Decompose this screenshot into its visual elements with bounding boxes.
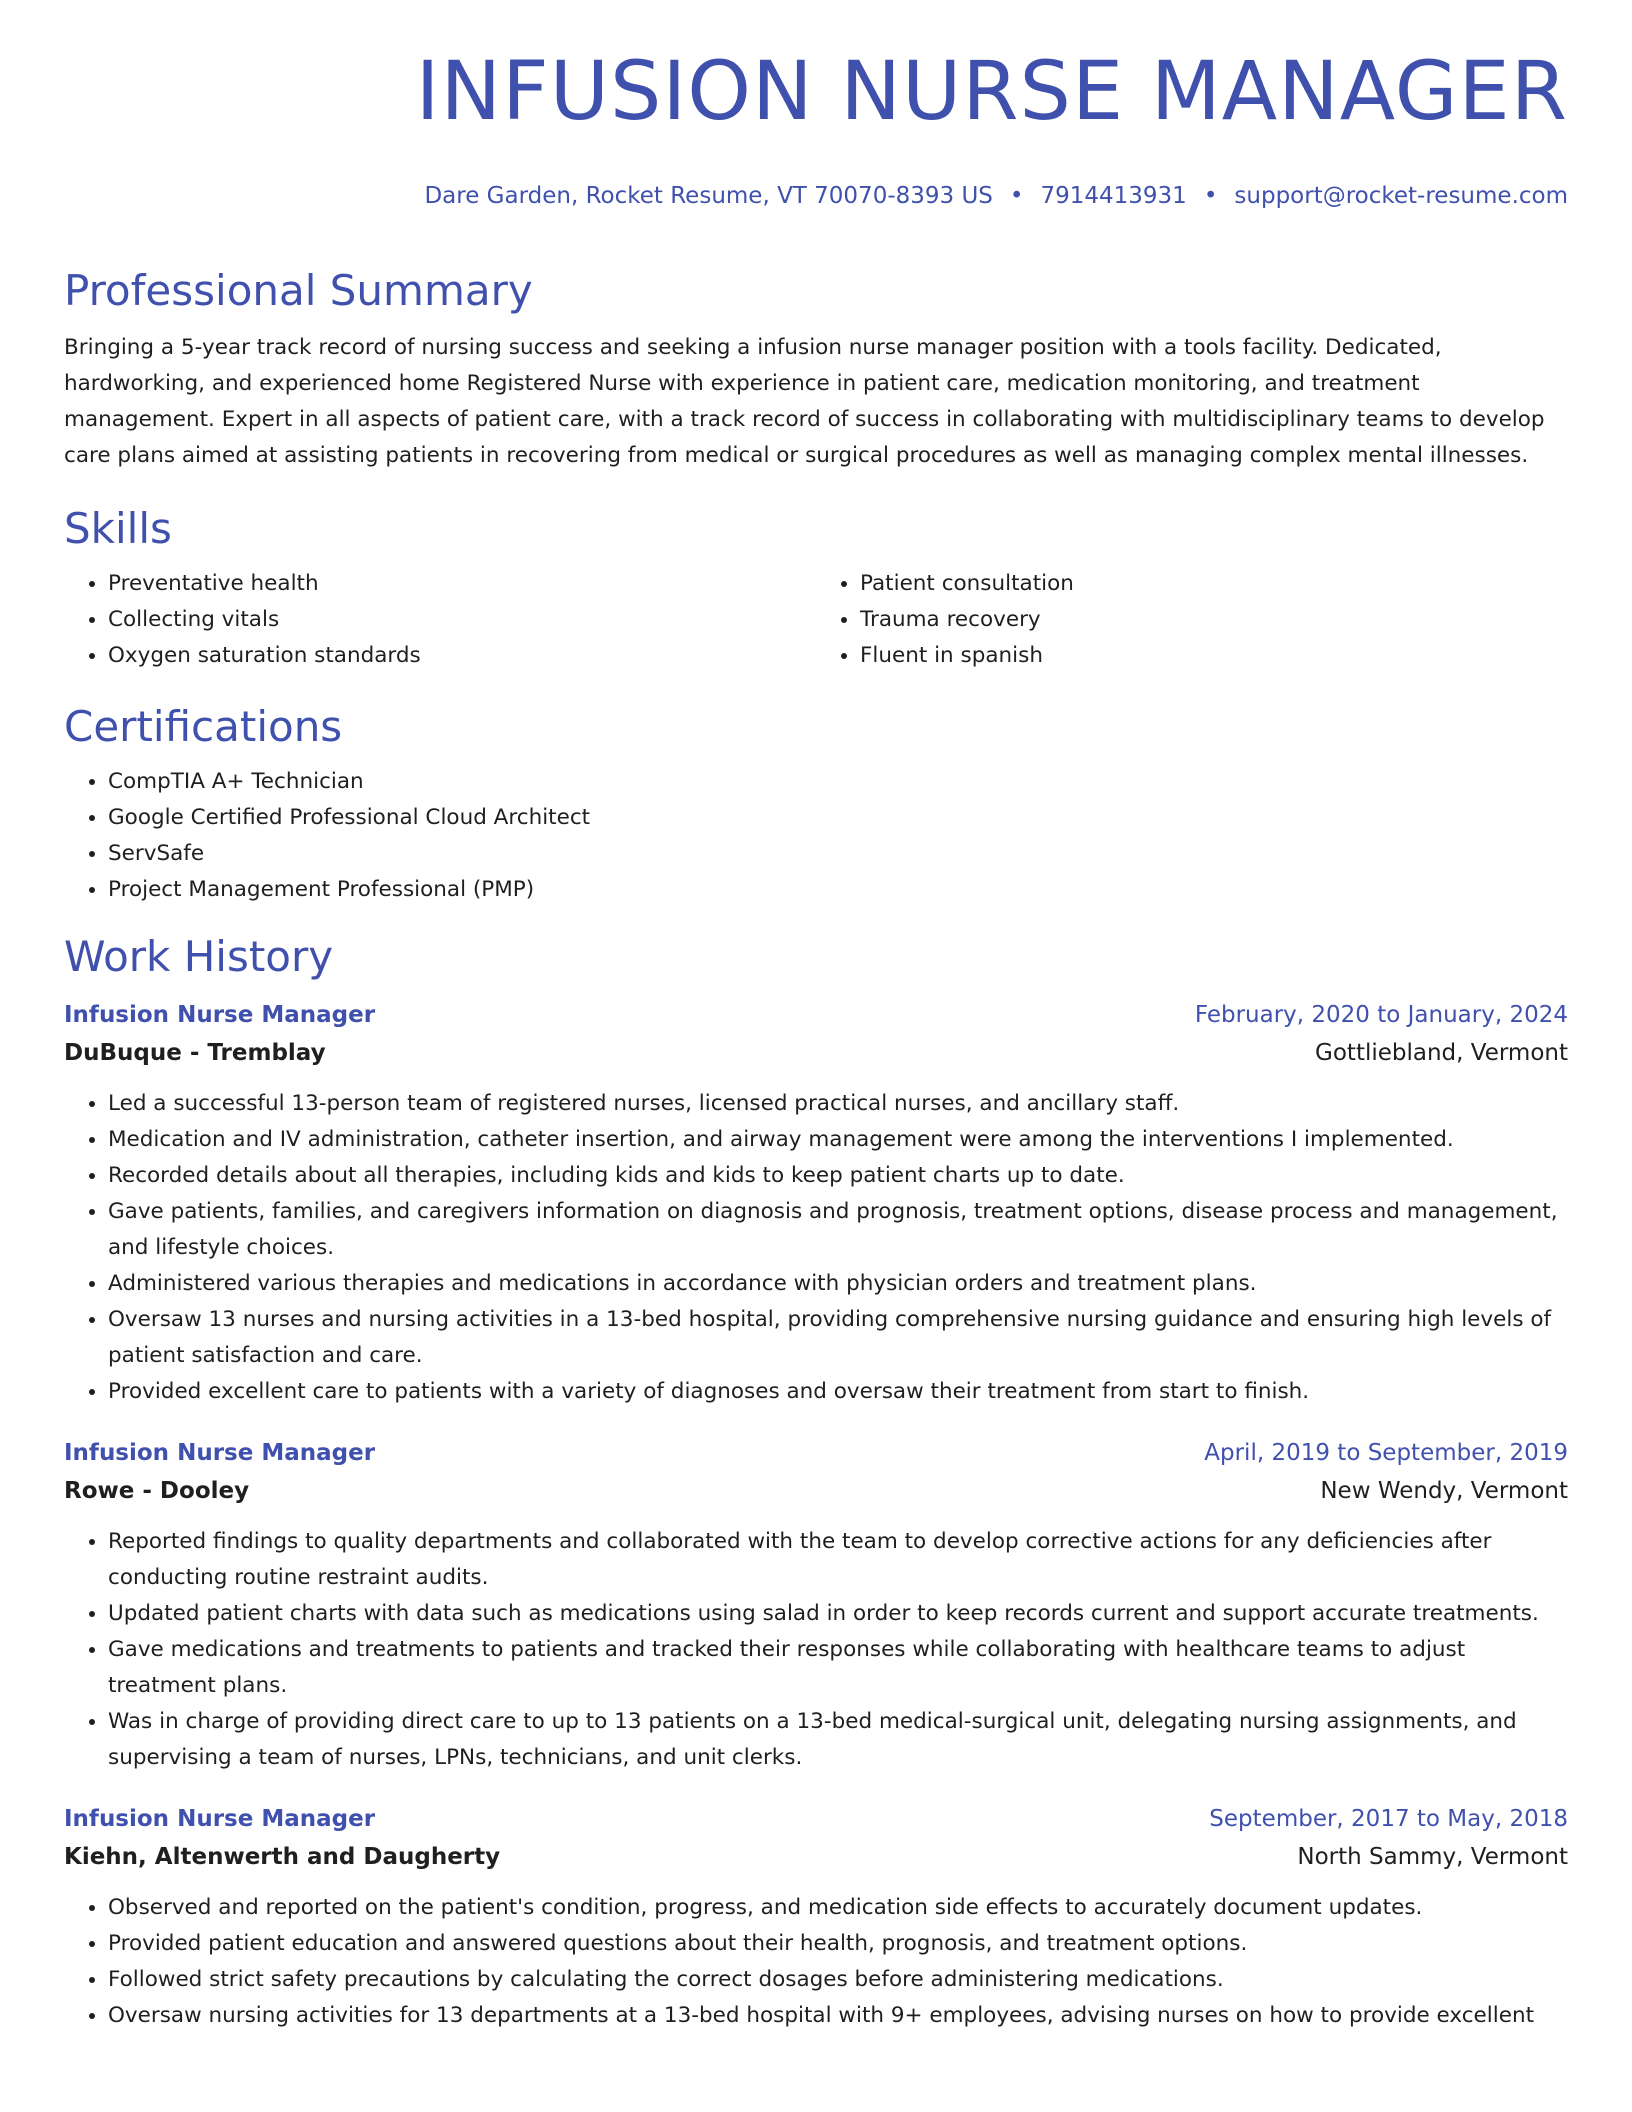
- skill-item: • Oxygen saturation standards: [108, 638, 816, 674]
- job-dates: February, 2020 to January, 2024: [1194, 1002, 1568, 1028]
- job-bullet: • Gave medications and treatments to patients and tracked their responses while collaborating with healthcare teams to adjust treatment plans.: [108, 1632, 1568, 1704]
- job-company: Rowe - Dooley: [64, 1478, 250, 1504]
- contact-email: support@rocket-resume.com: [1234, 183, 1568, 209]
- job-bullet: • Gave patients, families, and caregivers information on diagnosis and prognosis, treatment options, disease process and management, and lifestyle choices.: [108, 1194, 1568, 1266]
- certifications-list: [64, 764, 1568, 908]
- job-header-row: [64, 996, 1568, 1034]
- job-bullet: • Followed strict safety precautions by calculating the correct dosages before administering medications.: [108, 1962, 1568, 1998]
- job-employer-row: [64, 1838, 1568, 1876]
- skill-item: • Trauma recovery: [860, 602, 1568, 638]
- job-employer-row: [64, 1034, 1568, 1072]
- job-location: New Wendy, Vermont: [1320, 1478, 1568, 1504]
- summary-heading: Professional Summary: [64, 266, 533, 315]
- job-bullets: [64, 1524, 1568, 1776]
- skill-item: • Preventative health: [108, 566, 816, 602]
- job-company: Kiehn, Altenwerth and Daugherty: [64, 1844, 501, 1870]
- job-bullet: • Led a successful 13-person team of registered nurses, licensed practical nurses, and ancillary staff.: [108, 1086, 1568, 1122]
- skills-list-right: [816, 566, 1568, 674]
- skill-item: • Collecting vitals: [108, 602, 816, 638]
- skill-item: • Fluent in spanish: [860, 638, 1568, 674]
- job-bullet: • Administered various therapies and medications in accordance with physician orders and treatment plans.: [108, 1266, 1568, 1302]
- job-title: Infusion Nurse Manager: [64, 1440, 376, 1466]
- job-company: DuBuque - Tremblay: [64, 1040, 326, 1066]
- job-bullet: • Oversaw nursing activities for 13 departments at a 13-bed hospital with 9+ employees, advising nurses on how to provide excellent: [108, 1998, 1568, 2034]
- skills-section: [64, 500, 1568, 674]
- job-entry: [64, 996, 1568, 1410]
- job-bullet: • Reported findings to quality departments and collaborated with the team to develop corrective actions for any deficiencies after conducting routine restraint audits.: [108, 1524, 1568, 1596]
- job-dates: April, 2019 to September, 2019: [1204, 1440, 1568, 1466]
- work-history-heading: Work History: [64, 932, 334, 981]
- job-title: Infusion Nurse Manager: [64, 1002, 376, 1028]
- job-bullet: • Provided excellent care to patients with a variety of diagnoses and oversaw their treatment from start to finish.: [108, 1374, 1568, 1410]
- job-bullet: • Oversaw 13 nurses and nursing activities in a 13-bed hospital, providing comprehensive nursing guidance and ensuring high levels of patient satisfaction and care.: [108, 1302, 1568, 1374]
- job-bullet: • Medication and IV administration, catheter insertion, and airway management were among the interventions I implemented.: [108, 1122, 1568, 1158]
- job-entry: [64, 1434, 1568, 1776]
- job-bullet: • Was in charge of providing direct care to up to 13 patients on a 13-bed medical-surgical unit, delegating nursing assignments, and supervising a team of nurses, LPNs, technicians, and unit clerks.: [108, 1704, 1568, 1776]
- job-header-row: [64, 1434, 1568, 1472]
- job-location: Gottliebland, Vermont: [1315, 1040, 1568, 1066]
- skills-columns: [64, 566, 1568, 674]
- job-location: North Sammy, Vermont: [1297, 1844, 1568, 1870]
- work-history-section: [64, 928, 1568, 2034]
- contact-separator: •: [1009, 183, 1024, 209]
- certification-item: • ServSafe: [108, 836, 1568, 872]
- job-employer-row: [64, 1472, 1568, 1510]
- resume-body: [64, 262, 1568, 2058]
- job-bullet: • Recorded details about all therapies, including kids and kids to keep patient charts up to date.: [108, 1158, 1568, 1194]
- skills-list-left: [64, 566, 816, 674]
- skills-heading: Skills: [64, 504, 172, 553]
- contact-line: [424, 183, 1568, 209]
- job-header-row: [64, 1800, 1568, 1838]
- certifications-heading: Certifications: [64, 702, 343, 751]
- job-title: Infusion Nurse Manager: [64, 1806, 376, 1832]
- job-bullet: • Provided patient education and answered questions about their health, prognosis, and treatment options.: [108, 1926, 1568, 1962]
- summary-text: Bringing a 5-year track record of nursing success and seeking a infusion nurse manager position with a tools facility. Dedicated, hardworking, and experienced home Registered Nurse with experience in patient care, medication monitoring, and treatment management. Expert in all aspects of patient care, with a track record of success in collaborating with multidisciplinary teams to develop care plans aimed at assisting patients in recovering from medical or surgical procedures as well as managing complex mental illnesses.: [64, 335, 1545, 468]
- job-bullets: [64, 1086, 1568, 1410]
- summary-section: [64, 262, 1568, 474]
- contact-address: Dare Garden, Rocket Resume, VT 70070-8393 US: [424, 183, 993, 209]
- job-bullets: [64, 1890, 1568, 2034]
- certification-item: • CompTIA A+ Technician: [108, 764, 1568, 800]
- contact-phone: 7914413931: [1040, 183, 1187, 209]
- skill-item: • Patient consultation: [860, 566, 1568, 602]
- job-bullet: • Updated patient charts with data such as medications using salad in order to keep records current and support accurate treatments.: [108, 1596, 1568, 1632]
- job-bullet: • Observed and reported on the patient's condition, progress, and medication side effects to accurately document updates.: [108, 1890, 1568, 1926]
- certification-item: • Project Management Professional (PMP): [108, 872, 1568, 908]
- job-dates: September, 2017 to May, 2018: [1209, 1806, 1568, 1832]
- certifications-section: [64, 698, 1568, 908]
- job-entry: [64, 1800, 1568, 2034]
- contact-separator: •: [1203, 183, 1218, 209]
- resume-title: INFUSION NURSE MANAGER: [415, 45, 1568, 139]
- certification-item: • Google Certified Professional Cloud Architect: [108, 800, 1568, 836]
